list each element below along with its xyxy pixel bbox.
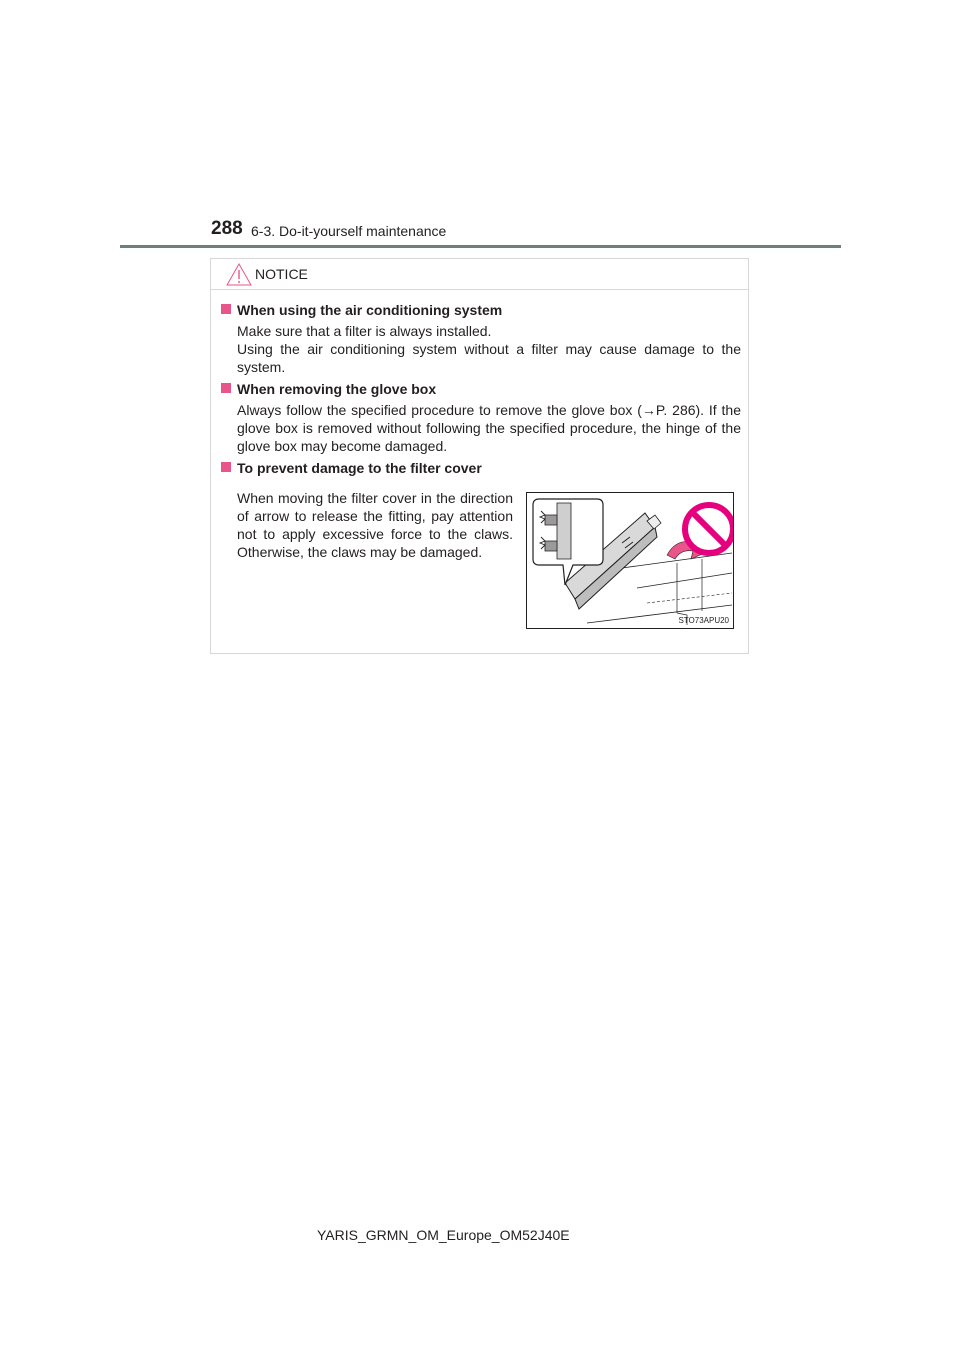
notice-item-glove-box xyxy=(219,380,741,455)
document-id: YARIS_GRMN_OM_Europe_OM52J40E xyxy=(317,1227,570,1243)
notice-item-title: When using the air conditioning system xyxy=(219,301,741,319)
notice-box xyxy=(210,258,749,654)
filter-cover-drawing xyxy=(527,493,733,628)
square-bullet-icon xyxy=(221,304,231,314)
square-bullet-icon xyxy=(221,383,231,393)
notice-item-body: Make sure that a filter is always installed. Using the air conditioning system without a filter may cause damage to the system. xyxy=(237,323,741,375)
notice-item-title: When removing the glove box xyxy=(219,380,741,398)
filter-cover-illustration xyxy=(526,492,734,629)
notice-header xyxy=(211,259,748,290)
page-number: 288 xyxy=(211,218,243,239)
header-divider xyxy=(120,245,841,248)
notice-item-title: To prevent damage to the filter cover xyxy=(219,459,741,477)
filter-cover-instructions: When moving the filter cover in the direction of arrow to release the fitting, pay attention not to apply excessive force to the claws. Otherwise, the claws may be damaged. xyxy=(237,490,513,560)
notice-item-air-conditioning xyxy=(219,301,741,376)
section-title: 6-3. Do-it-yourself maintenance xyxy=(251,223,447,239)
notice-label: NOTICE xyxy=(255,266,308,282)
figure-code: STO73APU20 xyxy=(678,616,729,625)
warning-triangle-icon xyxy=(226,263,252,286)
notice-item-body: Always follow the specified procedure to remove the glove box (→P. 286). If the glove box is removed without following the specified procedure, the hinge of the glove box may become damaged. xyxy=(237,402,741,454)
square-bullet-icon xyxy=(221,462,231,472)
notice-item-filter-cover xyxy=(219,459,741,477)
